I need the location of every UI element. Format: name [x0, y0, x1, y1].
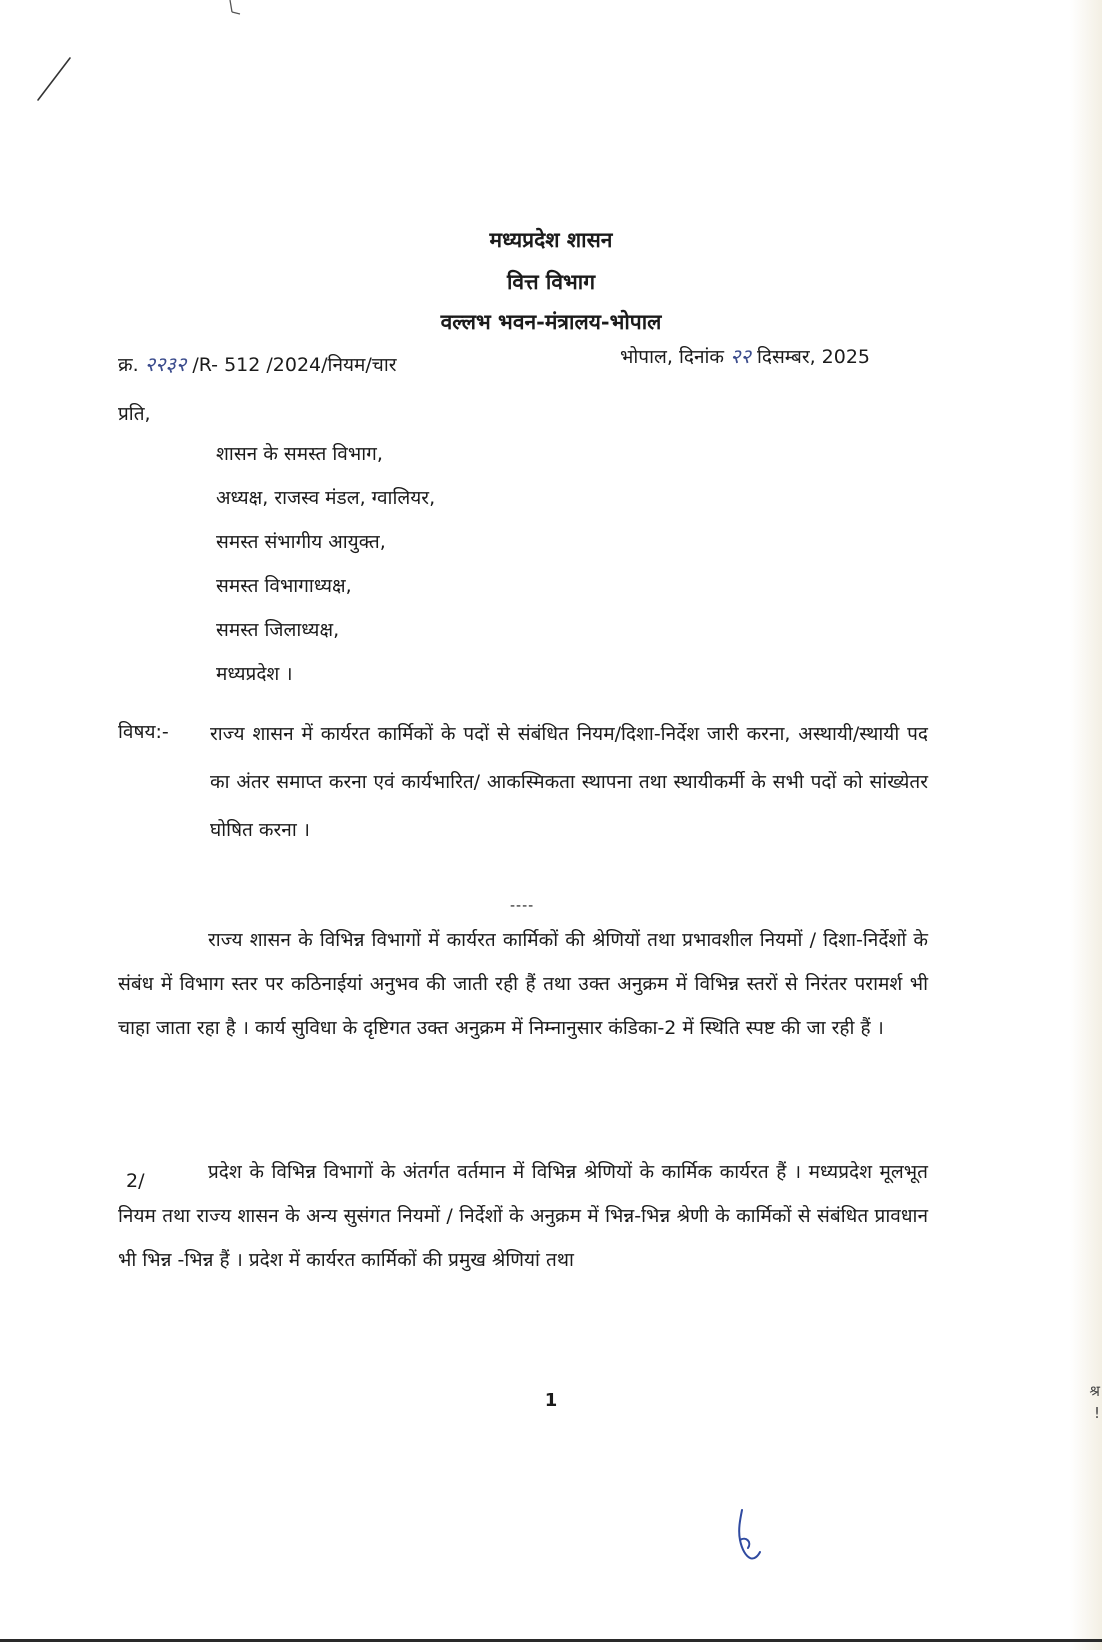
- recipient-item: अध्यक्ष, राजस्व मंडल, ग्वालियर,: [216, 487, 436, 509]
- paragraph-2-number: 2/: [126, 1170, 145, 1192]
- paragraph-2: प्रदेश के विभिन्न विभागों के अंतर्गत वर्तमान में विभिन्न श्रेणियों के कार्मिक कार्यरत हैं । मध्यप्रदेश मूलभूत नियम तथा राज्य शासन के अन्य सुसंगत नियमों / निर्देशों के अनुक्रम में भिन्न-भिन्न श्रेणी के कार्मिकों से संबंधित प्रावधान भी भिन्न -भिन्न हैं । प्रदेश में कार्यरत कार्मिकों की प्रमुख श्रेणियां तथा: [118, 1161, 928, 1271]
- top-pen-tick: [226, 0, 246, 18]
- bottom-rule: [0, 1639, 1102, 1642]
- salutation: प्रति,: [118, 403, 151, 425]
- page-number: 1: [544, 1390, 558, 1411]
- paragraph-1: राज्य शासन के विभिन्न विभागों में कार्यरत कार्मिकों की श्रेणियों तथा प्रभावशील नियमों / दिशा-निर्देशों के संबंध में विभाग स्तर पर कठिनाईयां अनुभव की जाती रही हैं तथा उक्त अनुक्रम में विभिन्न स्तरों से निरंतर परामर्श भी चाहा जाता रहा है । कार्य सुविधा के दृष्टिगत उक्त अनुक्रम में निम्नानुसार कंडिका-2 में स्थिति स्पष्ट की जा रही हैं ।: [118, 929, 928, 1039]
- recipient-item: समस्त जिलाध्यक्ष,: [216, 619, 340, 641]
- recipient-item: समस्त विभागाध्यक्ष,: [216, 575, 352, 597]
- initials-signature: [728, 1506, 768, 1566]
- pen-slash-mark: [34, 56, 74, 104]
- recipient-list: [216, 432, 435, 696]
- separator: ----: [510, 898, 535, 914]
- reference-suffix: /R- 512 /2024/नियम/चार: [192, 354, 397, 376]
- recipient-item: समस्त संभागीय आयुक्त,: [216, 531, 386, 553]
- margin-marks: [1089, 1380, 1100, 1424]
- reference-handwritten-number: २२३२: [144, 352, 187, 376]
- margin-mark: श्र: [1089, 1382, 1100, 1400]
- subject-text: राज्य शासन में कार्यरत कार्मिकों के पदों से संबंधित नियम/दिशा-निर्देश जारी करना, अस्थायी/स्थायी पद का अंतर समाप्त करना एवं कार्यभारित/ आकस्मिकता स्थापना तथा स्थायीकर्मी के सभी पदों को सांख्येतर घोषित करना ।: [210, 723, 928, 841]
- reference-number: [118, 350, 397, 377]
- header-line-3: वल्लभ भवन-मंत्रालय-भोपाल: [440, 309, 662, 334]
- reference-prefix: क्र.: [118, 354, 139, 376]
- issue-date: [620, 342, 870, 369]
- recipient-item: शासन के समस्त विभाग,: [216, 443, 383, 465]
- header-line-1: मध्यप्रदेश शासन: [489, 227, 613, 252]
- date-suffix: दिसम्बर, 2025: [756, 346, 871, 368]
- margin-mark: !: [1093, 1404, 1100, 1422]
- subject-label: विषय:-: [118, 721, 169, 743]
- header-line-2: वित्त विभाग: [506, 269, 596, 294]
- date-prefix: भोपाल, दिनांक: [620, 346, 725, 368]
- recipient-item: मध्यप्रदेश ।: [216, 663, 293, 685]
- date-handwritten-day: २२: [730, 344, 751, 368]
